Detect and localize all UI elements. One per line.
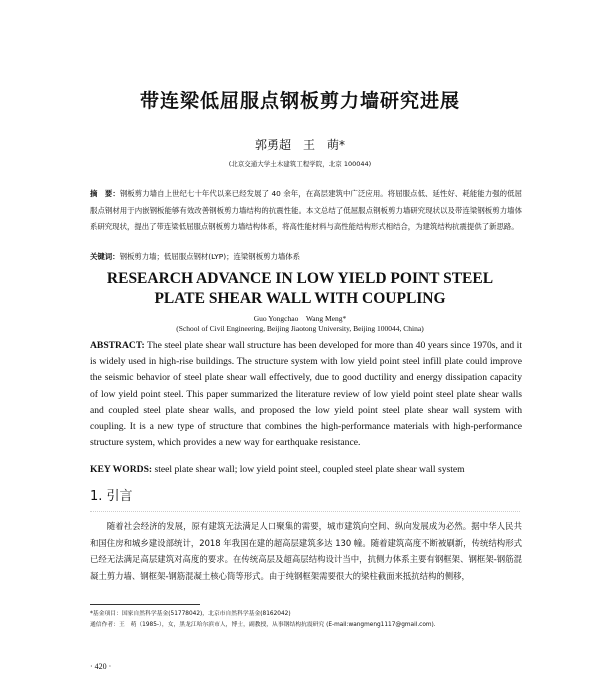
paper-title-cn: 带连梁低屈服点钢板剪力墙研究进展 xyxy=(139,90,460,112)
abstract-cn xyxy=(90,186,522,236)
abstract-cn-label: 摘 要： xyxy=(90,189,120,198)
footnote-divider xyxy=(90,604,200,605)
keywords-en xyxy=(90,464,522,475)
footnote-funding: *基金项目：国家自然科学基金(51778042)，北京市自然科学基金(8162042) xyxy=(90,611,291,617)
abstract-en-text: The steel plate shear wall structure has been developed for more than 40 years since 1970s, and it is widely used in high-rise buildings. The structure system with low yield point steel infill plate could improve the seismic behavior of steel plate shear wall effectively, due to good ductility and energy dissipation capacity of low yield point steel. This paper summarized the literature review of low yield point steel plate shear walls and coupled steel plate shear walls, and proposed the low yield point steel plate shear wall system with coupling. It is a new type of structure that combines the high-performance materials with high-performance structure system, which provides a new way for earthquake resistance. xyxy=(90,340,522,449)
affiliation-cn: (北京交通大学土木建筑工程学院，北京 100044) xyxy=(228,160,372,168)
footnote-author: 通信作者：王 萌（1985-），女，黑龙江哈尔滨市人，博士，副教授，从事钢结构抗震研究 (E-mail:wangmeng1117@gmail.com). xyxy=(90,621,436,628)
abstract-en xyxy=(90,338,522,451)
keywords-cn-text: 钢板剪力墙；低屈服点钢材(LYP)；连梁钢板剪力墙体系 xyxy=(119,252,301,261)
footnotes xyxy=(90,609,522,630)
keywords-cn xyxy=(90,251,522,262)
page-number: · 420 · xyxy=(90,662,112,671)
title-en-line-1: RESEARCH ADVANCE IN LOW YIELD POINT STEEL xyxy=(106,270,494,287)
abstract-en-label: ABSTRACT: xyxy=(90,340,145,351)
keywords-cn-label: 关键词： xyxy=(90,252,120,261)
title-en-line-2: PLATE SHEAR WALL WITH COUPLING xyxy=(154,290,446,307)
affiliation-en: (School of Civil Engineering, Beijing Jiaotong University, Beijing 100044, China) xyxy=(176,324,424,333)
abstract-cn-text: 钢板剪力墙自上世纪七十年代以来已经发展了 40 余年，在高层建筑中广泛应用。将屈服点低、延性好、耗能能力强的低屈服点钢材用于内嵌钢板能够有效改善钢板剪力墙结构的抗震性能。本文总结了低屈服点钢板剪力墙研究现状以及带连梁钢板剪力墙体系研究现状，提出了带连梁低屈服点钢板剪力墙结构体系，将高性能材料与高性能结构形式相结合，为建筑结构抗震提供了新思路。 xyxy=(90,189,522,231)
section-heading: 1. 引言 xyxy=(90,489,133,504)
authors-cn: 郭勇超 王 萌* xyxy=(254,138,345,152)
keywords-en-label: KEY WORDS: xyxy=(90,464,153,475)
paper-title-en xyxy=(0,269,600,309)
body-paragraph: 随着社会经济的发展，原有建筑无法满足人口聚集的需要，城市建筑向空间、纵向发展成为必然。据中华人民共和国住房和城乡建设部统计，2018 年我国在建的超高层建筑多达 130 幢。随着建筑高度不断被刷新，传统结构形式已经无法满足高层建筑对高度的要求。在传统高层及超高层结构设计当中，抗侧力体系主要有钢框架、钢框架-钢筋混凝土剪力墙、钢框架-钢筋混凝土核心筒等形式。由于纯钢框架需要很大的梁柱截面来抵抗结构的侧移， xyxy=(90,521,522,581)
section-divider xyxy=(90,511,520,512)
authors-en: Guo Yongchao Wang Meng* xyxy=(253,314,347,323)
keywords-en-text: steel plate shear wall; low yield point steel, coupled steel plate shear wall system xyxy=(154,464,465,475)
